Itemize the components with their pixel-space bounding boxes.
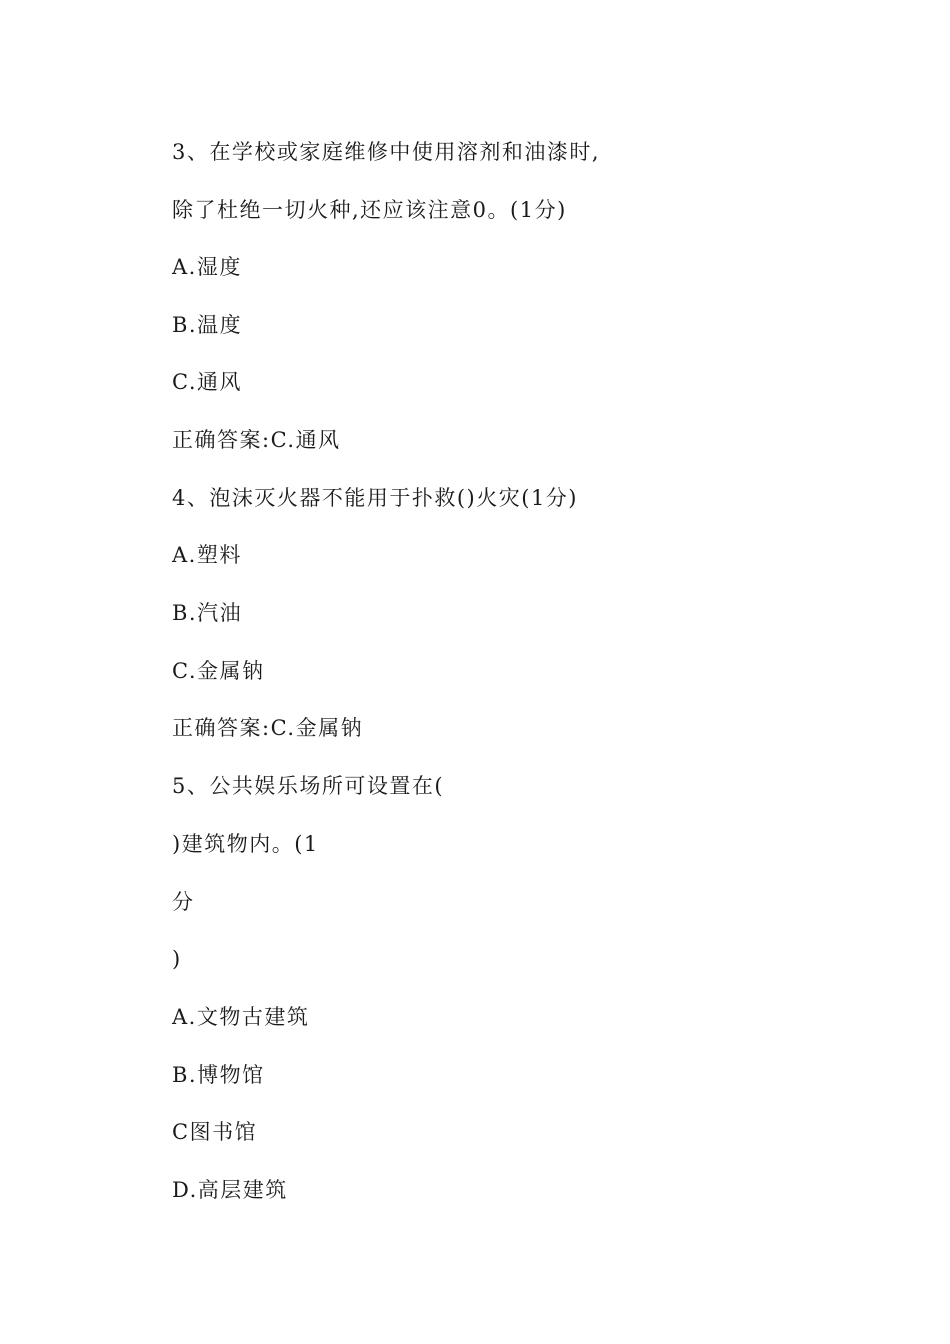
question-5-option-c: C图书馆 [172, 1120, 258, 1144]
question-3-option-b: B.温度 [172, 313, 243, 337]
question-4-option-a: A.塑料 [172, 543, 242, 567]
question-4-stem: 4、泡沫灭火器不能用于扑救()火灾(1分) [172, 486, 578, 510]
question-5-stem-line-3: 分 [172, 890, 195, 914]
question-5-option-a: A.文物古建筑 [172, 1005, 310, 1029]
question-5-option-b: B.博物馆 [172, 1063, 265, 1087]
question-3-option-a: A.湿度 [172, 255, 242, 279]
question-5-option-d: D.高层建筑 [172, 1178, 288, 1202]
question-4-option-c: C.金属钠 [172, 659, 265, 683]
question-3-option-c: C.通风 [172, 370, 242, 394]
question-5-stem-line-1: 5、公共娱乐场所可设置在( [172, 774, 445, 798]
question-5-stem-line-2: )建筑物内。(1 [172, 832, 319, 856]
question-3-stem-line-1: 3、在学校或家庭维修中使用溶剂和油漆时, [172, 140, 601, 164]
question-4-option-b: B.汽油 [172, 601, 243, 625]
question-4-answer: 正确答案:C.金属钠 [172, 716, 364, 740]
question-3-answer: 正确答案:C.通风 [172, 428, 341, 452]
question-5-stem-line-4: ) [172, 947, 182, 971]
question-3-stem-line-2: 除了杜绝一切火种,还应该注意0。(1分) [172, 198, 567, 222]
